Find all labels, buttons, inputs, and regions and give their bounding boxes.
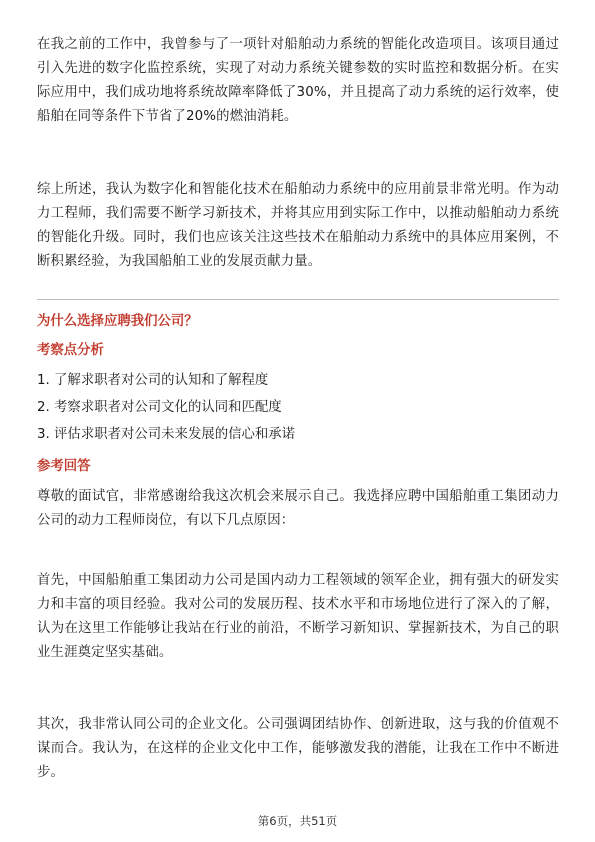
analysis-point: 3. 评估求职者对公司未来发展的信心和承诺: [37, 427, 296, 442]
body-paragraph-1: 在我之前的工作中，我曾参与了一项针对船舶动力系统的智能化改造项目。该项目通过引入先进的数字化监控系统，实现了对动力系统关键参数的实时监控和数据分析。在实际应用中，我们成功地将系统故障率降低了30%，并且提高了动力系统的运行效率，使船舶在同等条件下节省了20%的燃油消耗。: [37, 37, 559, 124]
answer-paragraph-3: 其次，我非常认同公司的企业文化。公司强调团结协作、创新进取，这与我的价值观不谋而合。我认为，在这样的企业文化中工作，能够激发我的潜能，让我在工作中不断进步。: [37, 717, 559, 780]
analysis-point: 2. 考察求职者对公司文化的认同和匹配度: [37, 400, 282, 415]
answer-heading: 参考回答: [37, 459, 91, 474]
analysis-point: 1. 了解求职者对公司的认知和了解程度: [37, 373, 269, 388]
section-divider: [37, 299, 559, 300]
question-title: 为什么选择应聘我们公司？: [37, 314, 198, 329]
body-paragraph-2: 综上所述，我认为数字化和智能化技术在船舶动力系统中的应用前景非常光明。作为动力工程师，我们需要不断学习新技术，并将其应用到实际工作中，以推动船舶动力系统的智能化升级。同时，我们也应该关注这些技术在船舶动力系统中的具体应用案例，不断积累经验，为我国船舶工业的发展贡献力量。: [37, 182, 559, 269]
answer-paragraph-2: 首先，中国船舶重工集团动力公司是国内动力工程领域的领军企业，拥有强大的研发实力和丰富的项目经验。我对公司的发展历程、技术水平和市场地位进行了深入的了解，认为在这里工作能够让我站在行业的前沿，不断学习新知识、掌握新技术，为自己的职业生涯奠定坚实基础。: [37, 573, 559, 660]
analysis-heading: 考察点分析: [37, 343, 104, 358]
analysis-point-list: [37, 367, 295, 448]
page-number: 第6页，共51页: [257, 814, 338, 828]
answer-paragraph-1: 尊敬的面试官，非常感谢给我这次机会来展示自己。我选择应聘中国船舶重工集团动力公司的动力工程师岗位，有以下几点原因：: [37, 489, 559, 528]
